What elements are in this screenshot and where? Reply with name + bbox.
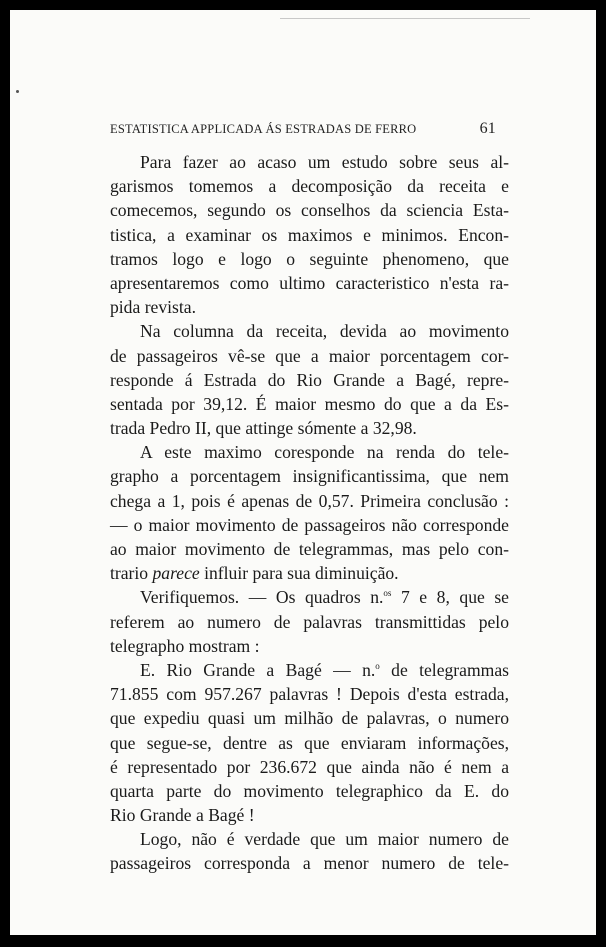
page-number: 61	[479, 120, 496, 137]
text-line: ao maior movimento de telegrammas, mas pelo con-	[110, 539, 509, 559]
text-line: grapho a porcentagem insignificantissima, que nem	[110, 466, 509, 487]
text-line: Na columna da receita, devida ao movimento	[140, 321, 509, 342]
text-line: garismos tomemos a decomposição da receita e	[110, 176, 509, 197]
text-line: 71.855 com 957.267 palavras ! Depois d'esta estrada,	[110, 684, 509, 705]
text-line: trada Pedro II, que attinge sómente a 32,98.	[110, 418, 417, 439]
scan-speck	[16, 90, 19, 93]
text-line: de passageiros vê-se que a maior porcentagem cor-	[110, 345, 509, 366]
text-line-italic	[110, 561, 509, 585]
text-fragment: 7 e 8, que se	[391, 587, 509, 608]
text-line: que expediu quasi um milhão de palavras, o numero	[110, 708, 509, 729]
text-line: Rio Grande a Bagé !	[110, 805, 255, 826]
text-line: A este maximo coresponde na renda do tele-	[140, 442, 509, 463]
text-line: é representado por 236.672 que ainda não é nem a	[110, 756, 509, 777]
text-fragment: E. Rio Grande a Bagé — n.	[140, 659, 376, 680]
text-line	[110, 658, 509, 682]
text-line	[110, 585, 509, 609]
text-line: apresentaremos como ultimo caracteristico n'esta ra-	[110, 272, 509, 293]
text-line: pida revista.	[110, 297, 196, 318]
text-line: Logo, não é verdade que um maior numero de	[140, 829, 509, 850]
text-line: que segue-se, dentre as que enviaram informações,	[110, 732, 509, 753]
book-page	[10, 10, 596, 935]
text-line: comecemos, segundo os conselhos da sciencia Esta-	[110, 200, 509, 221]
text-line: passageiros corresponda a menor numero de tele-	[110, 853, 509, 874]
body-text	[110, 150, 509, 876]
text-fragment: trario	[110, 563, 153, 584]
superscript: o	[375, 661, 380, 672]
text-fragment: de telegrammas	[379, 659, 509, 680]
superscript: os	[383, 588, 392, 599]
text-line: responde á Estrada do Rio Grande a Bagé, repre-	[110, 369, 509, 390]
text-line: tramos logo e logo o seguinte phenomeno, que	[110, 248, 509, 269]
text-line: sentada por 39,12. É maior mesmo do que a da Es-	[110, 393, 509, 414]
text-line: telegrapho mostram :	[110, 635, 260, 656]
text-line: — o maior movimento de passageiros não corresponde	[110, 514, 509, 535]
text-fragment: influir para sua diminuição.	[199, 563, 399, 584]
running-header	[110, 120, 496, 138]
text-fragment: Verifiquemos. — Os quadros n.	[140, 587, 384, 608]
scan-edge-line	[280, 18, 530, 19]
text-line: quarta parte do movimento telegraphico da E. do	[110, 780, 509, 801]
text-line: Para fazer ao acaso um estudo sobre seus al-	[140, 152, 509, 172]
text-line: chega a 1, pois é apenas de 0,57. Primeira conclusão :	[110, 490, 509, 511]
running-title: ESTATISTICA APPLICADA ÁS ESTRADAS DE FERRO	[110, 122, 417, 136]
text-line: referem ao numero de palavras transmittidas pelo	[110, 611, 509, 632]
text-line: tistica, a examinar os maximos e minimos. Encon-	[110, 224, 509, 245]
italic-word: parece	[152, 563, 200, 584]
